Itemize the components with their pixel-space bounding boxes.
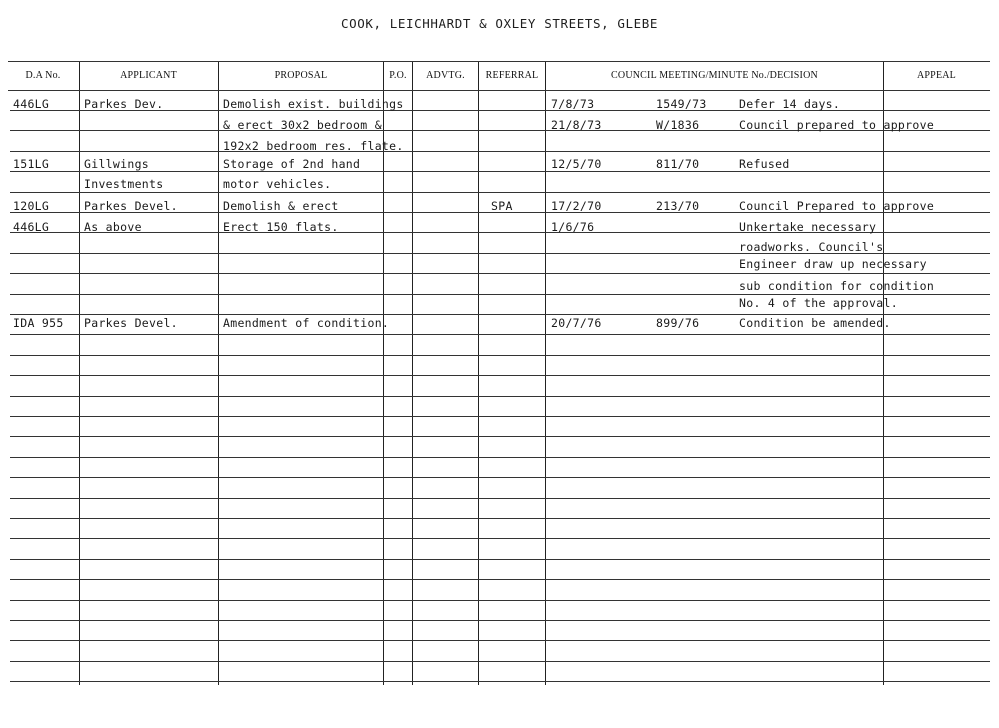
entry-decision: roadworks. Council's bbox=[739, 240, 884, 254]
row-rule bbox=[10, 192, 990, 193]
entry-date: 12/5/70 bbox=[551, 157, 602, 171]
entry-proposal: Amendment of condition. bbox=[223, 316, 390, 330]
entry-proposal: motor vehicles. bbox=[223, 177, 332, 191]
row-rule bbox=[10, 375, 990, 376]
row-rule bbox=[10, 640, 990, 641]
row-rule bbox=[10, 334, 990, 335]
entry-date: 1/6/76 bbox=[551, 220, 595, 234]
row-rule bbox=[10, 396, 990, 397]
row-rule bbox=[10, 559, 990, 560]
row-rule bbox=[10, 518, 990, 519]
entry-decision: Engineer draw up necessary bbox=[739, 257, 927, 271]
table-top-rule bbox=[8, 61, 990, 62]
entry-proposal: Demolish & erect bbox=[223, 199, 339, 213]
row-rule bbox=[10, 477, 990, 478]
column-rule bbox=[883, 61, 884, 685]
entry-applicant: As above bbox=[84, 220, 142, 234]
row-rule bbox=[10, 171, 990, 172]
row-rule bbox=[10, 355, 990, 356]
row-rule bbox=[10, 273, 990, 274]
entry-da: 446LG bbox=[13, 97, 50, 111]
col-header-po: P.O. bbox=[389, 70, 407, 81]
row-rule bbox=[10, 457, 990, 458]
entry-decision: Council prepared to approve bbox=[739, 118, 935, 132]
col-header-referral: REFERRAL bbox=[485, 70, 539, 81]
entry-date: 7/8/73 bbox=[551, 97, 595, 111]
column-rule bbox=[383, 61, 384, 685]
entry-minute: W/1836 bbox=[656, 118, 700, 132]
row-rule bbox=[10, 538, 990, 539]
entry-proposal: Erect 150 flats. bbox=[223, 220, 339, 234]
entry-applicant: Parkes Dev. bbox=[84, 97, 164, 111]
entry-da: 151LG bbox=[13, 157, 50, 171]
page-title: COOK, LEICHHARDT & OXLEY STREETS, GLEBE bbox=[341, 16, 658, 31]
entry-date: 17/2/70 bbox=[551, 199, 602, 213]
entry-decision: sub condition for condition bbox=[739, 279, 935, 293]
entry-decision: Condition be amended. bbox=[739, 316, 891, 330]
entry-minute: 213/70 bbox=[656, 199, 700, 213]
entry-minute: 811/70 bbox=[656, 157, 700, 171]
entry-applicant: Parkes Devel. bbox=[84, 199, 178, 213]
entry-decision: Refused bbox=[739, 157, 790, 171]
column-rule bbox=[545, 61, 546, 685]
entry-applicant: Parkes Devel. bbox=[84, 316, 178, 330]
col-header-appeal: APPEAL bbox=[917, 70, 956, 81]
entry-referral: SPA bbox=[491, 199, 513, 213]
col-header-proposal: PROPOSAL bbox=[274, 70, 328, 81]
entry-proposal: & erect 30x2 bedroom & bbox=[223, 118, 382, 132]
col-header-council-decision: COUNCIL MEETING/MINUTE No./DECISION bbox=[611, 70, 818, 81]
entry-da: IDA 955 bbox=[13, 316, 64, 330]
row-rule bbox=[10, 314, 990, 315]
entry-da: 446LG bbox=[13, 220, 50, 234]
row-rule bbox=[10, 579, 990, 580]
entry-applicant: Investments bbox=[84, 177, 164, 191]
col-header-applicant: APPLICANT bbox=[120, 70, 177, 81]
entry-decision: Defer 14 days. bbox=[739, 97, 841, 111]
column-rule bbox=[478, 61, 479, 685]
entry-decision: No. 4 of the approval. bbox=[739, 296, 898, 310]
entry-applicant: Gillwings bbox=[84, 157, 150, 171]
row-rule bbox=[10, 661, 990, 662]
entry-decision: Unkertake necessary bbox=[739, 220, 877, 234]
entry-proposal: 192x2 bedroom res. flate. bbox=[223, 139, 404, 153]
row-rule bbox=[10, 600, 990, 601]
entry-proposal: Storage of 2nd hand bbox=[223, 157, 361, 171]
header-bottom-rule bbox=[8, 90, 990, 91]
row-rule bbox=[10, 294, 990, 295]
column-rule bbox=[79, 61, 80, 685]
entry-minute: 1549/73 bbox=[656, 97, 707, 111]
entry-proposal: Demolish exist. buildings bbox=[223, 97, 404, 111]
row-rule bbox=[10, 151, 990, 152]
entry-minute: 899/76 bbox=[656, 316, 700, 330]
entry-date: 21/8/73 bbox=[551, 118, 602, 132]
column-rule bbox=[412, 61, 413, 685]
column-rule bbox=[218, 61, 219, 685]
row-rule bbox=[10, 620, 990, 621]
entry-decision: Council Prepared to approve bbox=[739, 199, 935, 213]
row-rule bbox=[10, 436, 990, 437]
entry-da: 120LG bbox=[13, 199, 50, 213]
entry-date: 20/7/76 bbox=[551, 316, 602, 330]
row-rule bbox=[10, 681, 990, 682]
col-header-advtg: ADVTG. bbox=[426, 70, 465, 81]
row-rule bbox=[10, 416, 990, 417]
col-header-da-no: D.A No. bbox=[25, 70, 61, 81]
row-rule bbox=[10, 498, 990, 499]
